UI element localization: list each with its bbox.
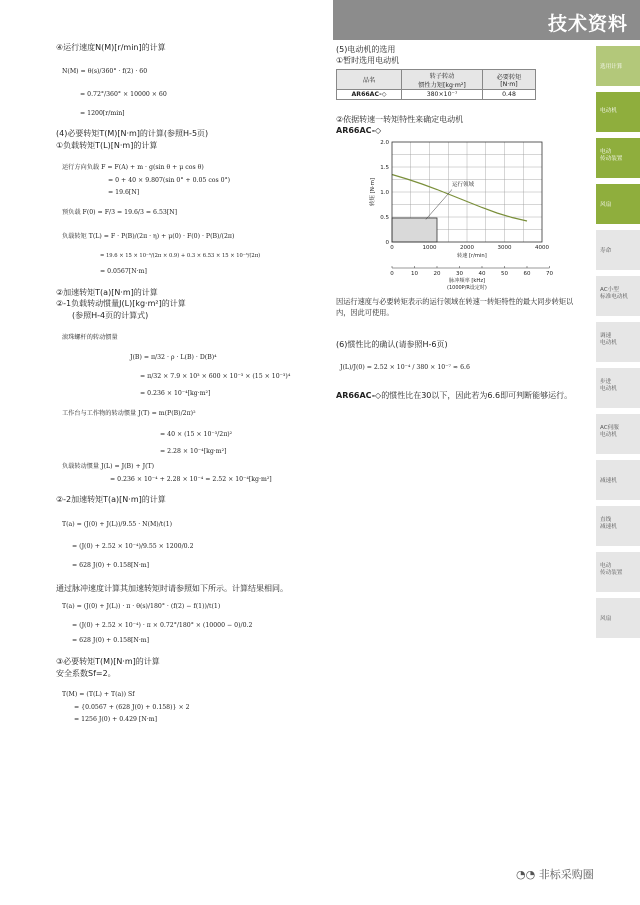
y-tick-label: 2.0 bbox=[380, 140, 389, 146]
header-title: 技术资料 bbox=[547, 13, 628, 35]
conclusion-model: AR66AC-◇ bbox=[336, 391, 382, 400]
y-tick-label: 1.0 bbox=[380, 190, 389, 196]
x-axis-note: (1000P/R设定时) bbox=[447, 285, 487, 291]
table-cell: AR66AC-◇ bbox=[337, 90, 402, 100]
text-safety-factor: 安全系数Sf=2。 bbox=[56, 669, 116, 678]
sidebar-tab-selection[interactable]: 选用计算 bbox=[596, 46, 640, 86]
y-tick-label: 0.5 bbox=[380, 215, 389, 221]
formula-inertia-ratio: J(L)/J(0) = 2.52 × 10⁻⁴ / 380 × 10⁻⁷ ≈ 6.6 bbox=[340, 364, 470, 371]
x-tick-label: 0 bbox=[390, 245, 394, 251]
formula-jl-2: = 0.236 × 10⁻⁴ + 2.28 × 10⁻⁴ = 2.52 × 10⁻⁴[kg·m²] bbox=[110, 476, 272, 483]
table-header: 品名 bbox=[337, 70, 402, 90]
formula-jl-1: 负载转动惯量 J(L) = J(B) + J(T) bbox=[62, 463, 155, 470]
formula-nm-2: = 0.72°/360° × 10000 × 60 bbox=[80, 91, 167, 98]
formula-tl-2: = 19.6 × 15 × 10⁻³/(2π × 0.9) + 0.3 × 6.53 × 15 × 10⁻³/(2π) bbox=[100, 253, 261, 259]
region-label: 运行领域 bbox=[452, 182, 475, 188]
heading-load-torque: ①负载转矩T(L)[N·m]的计算 bbox=[56, 141, 158, 150]
sidebar-tab-actuator-2[interactable]: 电动 传动装置 bbox=[596, 552, 640, 592]
formula-f0: 预负载 F(0) = F/3 = 19.6/3 = 6.53[N] bbox=[62, 209, 178, 216]
formula-fa-2: = 0 + 40 × 9.807(sin 0° + 0.05 cos 0°) bbox=[108, 177, 231, 184]
heading-speed-torque: ②依据转速一转矩特性来确定电动机 bbox=[336, 115, 464, 124]
label-ball-screw: 滚珠螺杆的转动惯量 bbox=[62, 334, 118, 341]
heading-accel-torque-2: ②-2加速转矩T(a)[N·m]的计算 bbox=[56, 495, 166, 504]
heading-accel-torque: ②加速转矩T(a)[N·m]的计算 bbox=[56, 288, 158, 297]
formula-fa-1: 运行方向负载 F = F(A) + m · g(sin θ + μ cos θ) bbox=[62, 164, 204, 171]
sidebar-tab-ac-motor[interactable]: AC小型 标准电动机 bbox=[596, 276, 640, 316]
speed-torque-chart bbox=[360, 134, 560, 294]
sidebar-tab-motor[interactable]: 电动机 bbox=[596, 92, 640, 132]
heading-motor-selection: (5)电动机的选用 bbox=[336, 45, 396, 54]
x2-tick-label: 20 bbox=[433, 271, 441, 277]
x2-tick-label: 40 bbox=[478, 271, 486, 277]
formula-tp-2: = (J(0) + 2.52 × 10⁻⁴) · π × 0.72°/180° × (10000 − 0)/0.2 bbox=[72, 622, 253, 629]
formula-tl-3: = 0.0567[N·m] bbox=[100, 268, 147, 275]
sidebar-tab-servo[interactable]: AC伺服 电动机 bbox=[596, 414, 640, 454]
heading-torque-section: (4)必要转矩T(M)[N·m]的计算(参照H-5页) bbox=[56, 129, 209, 138]
formula-jt-1: 工作台与工作物的转动惯量 J(T) = m(P(B)/2π)² bbox=[62, 410, 196, 417]
y-tick-label: 0 bbox=[385, 240, 389, 246]
model-name: AR66AC-◇ bbox=[336, 126, 382, 135]
formula-ta-2: = (J(0) + 2.52 × 10⁻⁴)/9.55 × 1200/0.2 bbox=[72, 543, 194, 550]
heading-inertia-ratio: (6)惯性比的确认(请参照H-6页) bbox=[336, 340, 448, 349]
formula-tm-3: = 1256 J(0) + 0.429 [N·m] bbox=[74, 716, 157, 723]
formula-ta-3: = 628 J(0) + 0.158[N·m] bbox=[72, 562, 150, 569]
x2-tick-label: 50 bbox=[500, 271, 508, 277]
heading-temp-selection: ①暂时选用电动机 bbox=[336, 56, 400, 65]
formula-tm-1: T(M) = (T(L) + T(a)) Sf bbox=[62, 691, 135, 698]
x-tick-label: 4000 bbox=[535, 245, 549, 251]
chart-conclusion: 因运行速度与必要转矩表示的运行领域在转速一转矩特性的最大同步转矩以内，因此可使用。 bbox=[336, 297, 574, 317]
sidebar-tab-life[interactable]: 寿命 bbox=[596, 230, 640, 270]
x-axis-label-2: 脉冲频率 [kHz] bbox=[449, 278, 486, 284]
heading-load-inertia: ②-1负载转动惯量J(L)[kg·m²]的计算 bbox=[56, 299, 186, 308]
y-axis-label: 转矩 [N·m] bbox=[370, 177, 376, 207]
sidebar-tab-fan-2[interactable]: 风扇 bbox=[596, 598, 640, 638]
formula-jb-3: = 0.236 × 10⁻⁴[kg·m²] bbox=[140, 390, 211, 397]
sidebar-tab-stepping[interactable]: 步进 电动机 bbox=[596, 368, 640, 408]
x2-tick-label: 70 bbox=[545, 271, 553, 277]
table-cell: 380×10⁻⁷ bbox=[402, 90, 483, 100]
operating-region bbox=[392, 218, 437, 242]
x2-tick-label: 0 bbox=[390, 271, 394, 277]
heading-load-inertia-ref: (参照H-4页的计算式) bbox=[72, 311, 149, 320]
x-tick-label: 1000 bbox=[422, 245, 437, 251]
sidebar-tab-speed-control[interactable]: 调速 电动机 bbox=[596, 322, 640, 362]
conclusion-text: 的惯性比在30以下，因此若为6.6即可判断能够运行。 bbox=[381, 391, 573, 400]
formula-jb-2: = π/32 × 7.9 × 10³ × 600 × 10⁻³ × (15 × 10⁻³)⁴ bbox=[140, 373, 291, 380]
heading-speed-calc: ④运行速度N(M)[r/min]的计算 bbox=[56, 43, 166, 52]
formula-nm-1: N(M) = θ(s)/360° · f(2) · 60 bbox=[62, 68, 148, 75]
x2-tick-label: 60 bbox=[523, 271, 531, 277]
sidebar-tab-actuator[interactable]: 电动 传动装置 bbox=[596, 138, 640, 178]
formula-jb-1: J(B) = π/32 · ρ · L(B) · D(B)⁴ bbox=[130, 354, 217, 361]
table-header: 必要转矩 [N·m] bbox=[483, 70, 536, 90]
sidebar-tab-fan[interactable]: 风扇 bbox=[596, 184, 640, 224]
table-header: 转子转动 惯性力矩[kg·m²] bbox=[402, 70, 483, 90]
inertia-conclusion bbox=[336, 391, 572, 401]
formula-jt-3: = 2.28 × 10⁻⁴[kg·m²] bbox=[160, 448, 227, 455]
x2-tick-label: 10 bbox=[411, 271, 418, 277]
table-cell: 0.48 bbox=[483, 90, 536, 100]
formula-tp-3: = 628 J(0) + 0.158[N·m] bbox=[72, 637, 150, 644]
wechat-icon: ◔◔ bbox=[516, 868, 539, 881]
header-band bbox=[333, 0, 640, 40]
formula-tl-1: 负载转矩 T(L) = F · P(B)/(2π · η) + μ(0) · F(0) · P(B)/(2π) bbox=[62, 233, 235, 240]
text-pulse-note: 通过脉冲速度计算其加速转矩时请参照如下所示。计算结果相同。 bbox=[56, 584, 288, 593]
x-tick-label: 2000 bbox=[460, 245, 474, 251]
sidebar-tab-linear[interactable]: 直线 减速机 bbox=[596, 506, 640, 546]
formula-fa-3: = 19.6[N] bbox=[108, 189, 140, 196]
formula-jt-2: = 40 × (15 × 10⁻³/2π)² bbox=[160, 431, 233, 438]
x2-tick-label: 30 bbox=[455, 271, 463, 277]
formula-nm-3: = 1200[r/min] bbox=[80, 110, 125, 117]
sidebar-tab-gearhead[interactable]: 减速机 bbox=[596, 460, 640, 500]
formula-ta-1: T(a) = (J(0) + J(L))/9.55 · N(M)/t(1) bbox=[62, 521, 173, 528]
x-tick-label: 3000 bbox=[497, 245, 512, 251]
x-axis-label: 转速 [r/min] bbox=[457, 253, 487, 259]
y-tick-label: 1.5 bbox=[380, 165, 389, 171]
formula-tm-2: = {0.0567 + (628 J(0) + 0.158)} × 2 bbox=[74, 704, 190, 711]
heading-required-torque: ③必要转矩T(M)[N·m]的计算 bbox=[56, 657, 160, 666]
selection-table bbox=[336, 69, 536, 100]
formula-tp-1: T(a) = (J(0) + J(L)) · π · θ(s)/180° · (f(2) − f(1))/t(1) bbox=[62, 603, 221, 610]
watermark: ◔◔ 非标采购圈 bbox=[516, 868, 594, 881]
